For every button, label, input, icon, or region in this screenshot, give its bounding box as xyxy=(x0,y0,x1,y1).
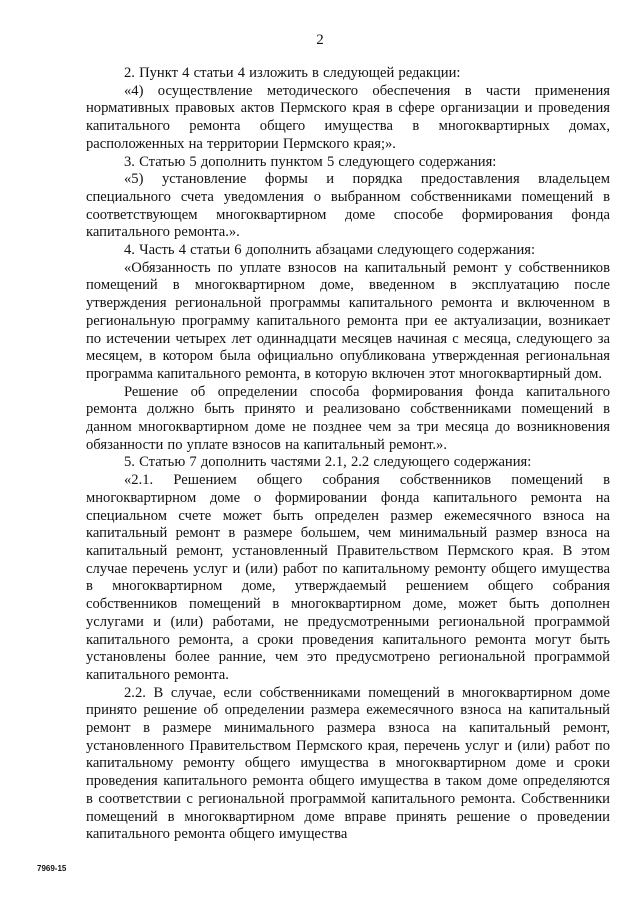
paragraph-part-2-1: «2.1. Решением общего собрания собственников помещений в многоквартирном доме о формировании фонда капитального ремонта на специальном счете может быть определен размер ежемесячного взноса на капитальный ремонт в размере большем, чем минимальный размер взноса на капитальный ремонт, установленный Правительством Пермского края. В этом случае перечень услуг и (или) работ по капитальному ремонту общего имущества в многоквартирном доме, утверждаемый решением общего собрания собственников помещений в многоквартирном доме, может быть дополнен услугами и (или) работами, не предусмотренными региональной программой капитального ремонта, а сроки проведения капитального ремонта могут быть установлены более ранние, чем это предусмотрено региональной программой капитального ремонта. xyxy=(86,472,610,683)
page-number: 2 xyxy=(316,32,324,48)
paragraph-amendment-4-text-2: Решение об определении способа формирования фонда капитального ремонта должно быть принято и реализовано собственниками помещений в данном многоквартирном доме не позднее чем за три месяца до возникновения обязанности по уплате взносов на капитальный ремонт.». xyxy=(86,383,610,453)
paragraph-amendment-3-heading: 3. Статью 5 дополнить пунктом 5 следующего содержания: xyxy=(124,153,497,170)
paragraph-part-2-2: 2.2. В случае, если собственниками помещений в многоквартирном доме принято решение об определении размера ежемесячного взноса на капитальный ремонт в размере минимального размера взноса на капитальный ремонт, установленного Правительством Пермского края, перечень услуг и (или) работ по капитальному ремонту общего имущества в многоквартирном доме и сроки проведения капитального ремонта общего имущества в таком доме определяются в соответствии с региональной программой капитального ремонта. Собственники помещений в многоквартирном доме вправе принять решение о проведении капитального ремонта общего имущества xyxy=(86,684,610,843)
paragraph-amendment-4-text-1: «Обязанность по уплате взносов на капитальный ремонт у собственников помещений в многоквартирном доме, введенном в эксплуатацию после утверждения региональной программы капитального ремонта и включенном в региональную программу капитального ремонта при ее актуализации, возникает по истечении четырех лет одиннадцати месяцев начиная с месяца, следующего за месяцем, в котором была официально опубликована утвержденная региональная программа капитального ремонта, в которую включен этот многоквартирный дом. xyxy=(86,259,610,382)
document-body xyxy=(86,65,610,844)
paragraph-amendment-2-text: «4) осуществление методического обеспечения в части применения нормативных правовых актов Пермского края в сфере организации и проведения капитального ремонта общего имущества в многоквартирных домах, расположенных на территории Пермского края;». xyxy=(86,82,610,152)
paragraph-amendment-4-heading: 4. Часть 4 статьи 6 дополнить абзацами следующего содержания: xyxy=(124,242,536,259)
document-code: 7969-15 xyxy=(37,864,67,873)
paragraph-amendment-5-heading: 5. Статью 7 дополнить частями 2.1, 2.2 следующего содержания: xyxy=(124,454,532,471)
paragraph-amendment-3-text: «5) установление формы и порядка предоставления владельцем специального счета уведомления о выбранном собственниками помещений в соответствующем многоквартирном доме способе формирования фонда капитального ремонта.». xyxy=(86,171,610,241)
paragraph-amendment-2-heading: 2. Пункт 4 статьи 4 изложить в следующей редакции: xyxy=(124,65,461,81)
